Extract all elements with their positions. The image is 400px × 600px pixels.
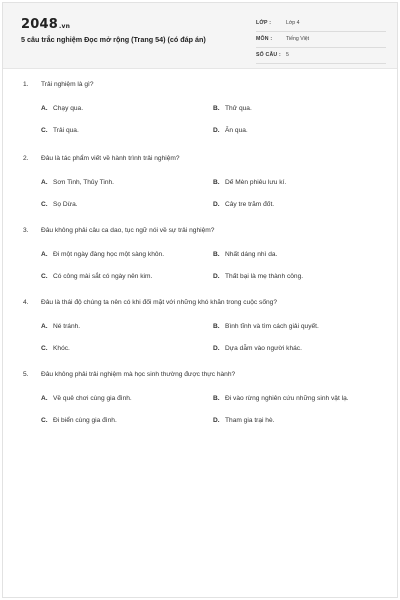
question-number: 5.	[23, 371, 29, 378]
option-key: D.	[213, 201, 220, 208]
option-key: B.	[213, 105, 220, 112]
logo-text: 2048	[21, 17, 58, 32]
option-text: Thử qua.	[225, 105, 252, 112]
option-text: Né tránh.	[53, 323, 81, 330]
question-prompt: Đâu là tác phẩm viết về hành trình trải nghiệm?	[41, 155, 180, 162]
option-text: Sơn Tinh, Thủy Tinh.	[53, 179, 115, 186]
meta-info	[256, 17, 386, 65]
document-title: 5 câu trắc nghiệm Đọc mở rộng (Trang 54) (có đáp án)	[21, 35, 206, 44]
option-key: D.	[213, 273, 220, 280]
meta-row-subject	[256, 33, 386, 48]
document-header	[3, 3, 397, 69]
logo-domain: .vn	[58, 23, 71, 30]
option-key: D.	[213, 417, 220, 424]
option-text: Đi một ngày đàng học một sàng khôn.	[53, 251, 165, 258]
option-text: Nhất dáng nhì da.	[225, 251, 278, 258]
question-prompt: Đâu không phải trải nghiệm mà học sinh thường được thực hành?	[41, 371, 236, 378]
option-text: Trải qua.	[53, 127, 79, 134]
option-key: B.	[213, 251, 220, 258]
question-prompt: Đâu không phải câu ca dao, tục ngữ nói về sự trải nghiệm?	[41, 227, 215, 234]
option-key: B.	[213, 179, 220, 186]
question-number: 4.	[23, 299, 29, 306]
meta-value-class: Lớp 4	[286, 20, 300, 26]
option-a[interactable]	[41, 251, 164, 258]
question-prompt: Đâu là thái độ chúng ta nên có khi đối mặt với những khó khăn trong cuộc sống?	[41, 299, 278, 306]
option-text: Sọ Dừa.	[53, 201, 78, 208]
option-key: B.	[213, 323, 220, 330]
option-text: Chạy qua.	[53, 105, 84, 112]
question-prompt: Trải nghiệm là gì?	[41, 81, 94, 88]
meta-row-class	[256, 17, 386, 32]
question-text	[23, 299, 277, 306]
meta-value-count: 5	[286, 52, 289, 58]
option-key: A.	[41, 323, 48, 330]
option-d[interactable]	[213, 127, 248, 134]
option-a[interactable]	[41, 105, 83, 112]
option-key: A.	[41, 105, 48, 112]
option-text: Có công mài sắt có ngày nên kim.	[53, 273, 153, 280]
option-b[interactable]	[213, 105, 252, 112]
meta-label-count: SỐ CÂU :	[256, 52, 281, 58]
option-c[interactable]	[41, 417, 117, 424]
option-b[interactable]	[213, 179, 286, 186]
option-d[interactable]	[213, 201, 274, 208]
option-key: C.	[41, 201, 48, 208]
option-key: D.	[213, 127, 220, 134]
option-key: A.	[41, 395, 48, 402]
meta-label-subject: MÔN :	[256, 36, 273, 42]
option-key: B.	[213, 395, 220, 402]
question-text	[23, 371, 235, 378]
option-c[interactable]	[41, 201, 78, 208]
question-number: 3.	[23, 227, 29, 234]
option-c[interactable]	[41, 273, 152, 280]
document-page	[2, 2, 398, 598]
meta-row-count	[256, 49, 386, 64]
question-text	[23, 81, 94, 88]
option-text: Đi biển cùng gia đình.	[53, 417, 117, 424]
option-text: Tham gia trại hè.	[225, 417, 275, 424]
option-text: Dế Mèn phiêu lưu kí.	[225, 179, 287, 186]
question-number: 2.	[23, 155, 29, 162]
question-text	[23, 155, 180, 162]
option-text: Khóc.	[53, 345, 70, 352]
question-number: 1.	[23, 81, 29, 88]
option-b[interactable]	[213, 395, 349, 402]
option-d[interactable]	[213, 273, 303, 280]
option-b[interactable]	[213, 323, 319, 330]
option-d[interactable]	[213, 345, 302, 352]
site-logo[interactable]	[21, 17, 70, 32]
option-text: Cây tre trăm đốt.	[225, 201, 275, 208]
option-text: Dựa dẫm vào người khác.	[225, 345, 302, 352]
option-c[interactable]	[41, 127, 79, 134]
option-key: A.	[41, 251, 48, 258]
question-text	[23, 227, 214, 234]
option-key: C.	[41, 417, 48, 424]
option-key: A.	[41, 179, 48, 186]
meta-value-subject: Tiếng Việt	[286, 36, 310, 42]
option-a[interactable]	[41, 323, 80, 330]
option-b[interactable]	[213, 251, 277, 258]
option-a[interactable]	[41, 395, 132, 402]
option-key: C.	[41, 273, 48, 280]
option-text: Về quê chơi cùng gia đình.	[53, 395, 132, 402]
option-key: C.	[41, 127, 48, 134]
option-text: Đi vào rừng nghiên cứu những sinh vật lạ.	[225, 395, 349, 402]
meta-label-class: LỚP :	[256, 20, 272, 26]
option-a[interactable]	[41, 179, 114, 186]
option-text: Ăn qua.	[225, 127, 248, 134]
option-d[interactable]	[213, 417, 274, 424]
option-text: Bình tĩnh và tìm cách giải quyết.	[225, 323, 319, 330]
option-c[interactable]	[41, 345, 70, 352]
option-key: C.	[41, 345, 48, 352]
option-key: D.	[213, 345, 220, 352]
option-text: Thất bại là mẹ thành công.	[225, 273, 304, 280]
